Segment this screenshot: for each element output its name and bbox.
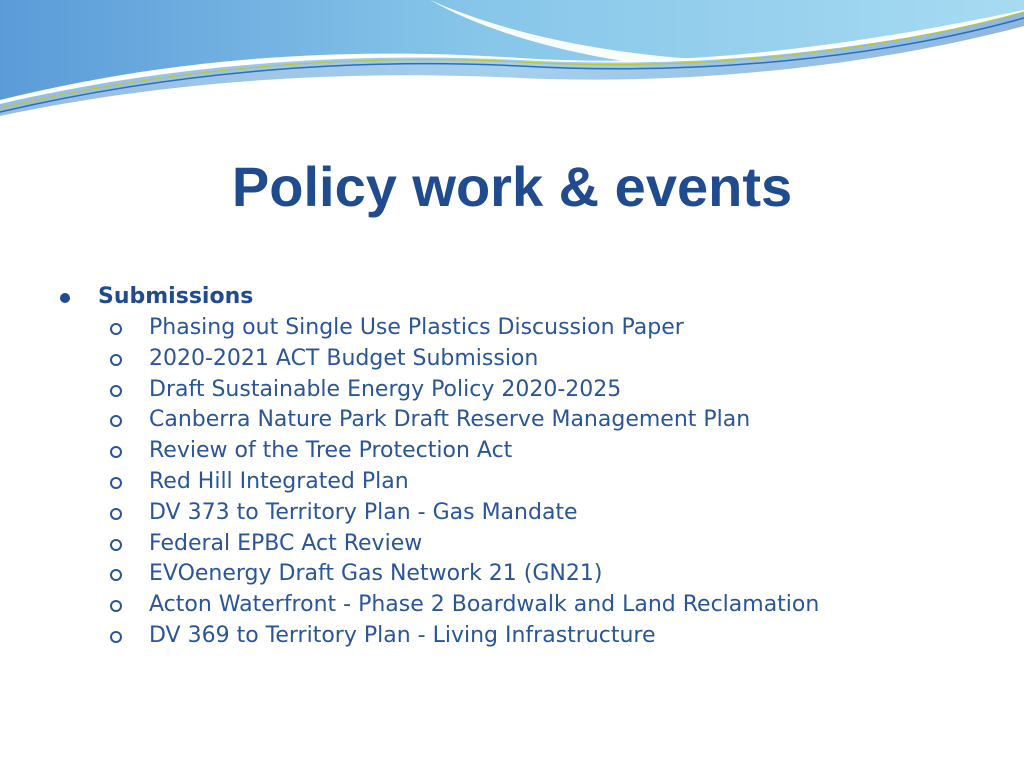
hollow-bullet-icon <box>110 477 122 489</box>
hollow-bullet-icon <box>110 508 122 520</box>
list-item: DV 369 to Territory Plan - Living Infrastructure <box>54 621 994 652</box>
page-title: Policy work & events <box>231 155 793 218</box>
section-heading: Submissions <box>98 284 254 309</box>
list-item: Acton Waterfront - Phase 2 Boardwalk and Land Reclamation <box>54 590 994 621</box>
hollow-bullet-icon <box>110 385 122 397</box>
list-item: EVOenergy Draft Gas Network 21 (GN21) <box>54 559 994 590</box>
bullet-submissions <box>54 281 994 313</box>
hollow-bullet-icon <box>110 631 122 643</box>
list-item: Canberra Nature Park Draft Reserve Management Plan <box>54 405 994 436</box>
hollow-bullet-icon <box>110 446 122 458</box>
content-list <box>54 281 994 652</box>
hollow-bullet-icon <box>110 539 122 551</box>
list-item: 2020-2021 ACT Budget Submission <box>54 344 994 375</box>
hollow-bullet-icon <box>110 415 122 427</box>
header-wave-decoration <box>0 0 1024 130</box>
list-item: Review of the Tree Protection Act <box>54 436 994 467</box>
hollow-bullet-icon <box>110 569 122 581</box>
submissions-list <box>54 313 994 652</box>
filled-bullet-icon <box>60 293 70 303</box>
hollow-bullet-icon <box>110 354 122 366</box>
list-item: Phasing out Single Use Plastics Discussion Paper <box>54 313 994 344</box>
hollow-bullet-icon <box>110 323 122 335</box>
list-item: DV 373 to Territory Plan - Gas Mandate <box>54 498 994 529</box>
list-item: Red Hill Integrated Plan <box>54 467 994 498</box>
hollow-bullet-icon <box>110 600 122 612</box>
list-item: Draft Sustainable Energy Policy 2020-2025 <box>54 375 994 406</box>
list-item: Federal EPBC Act Review <box>54 529 994 560</box>
